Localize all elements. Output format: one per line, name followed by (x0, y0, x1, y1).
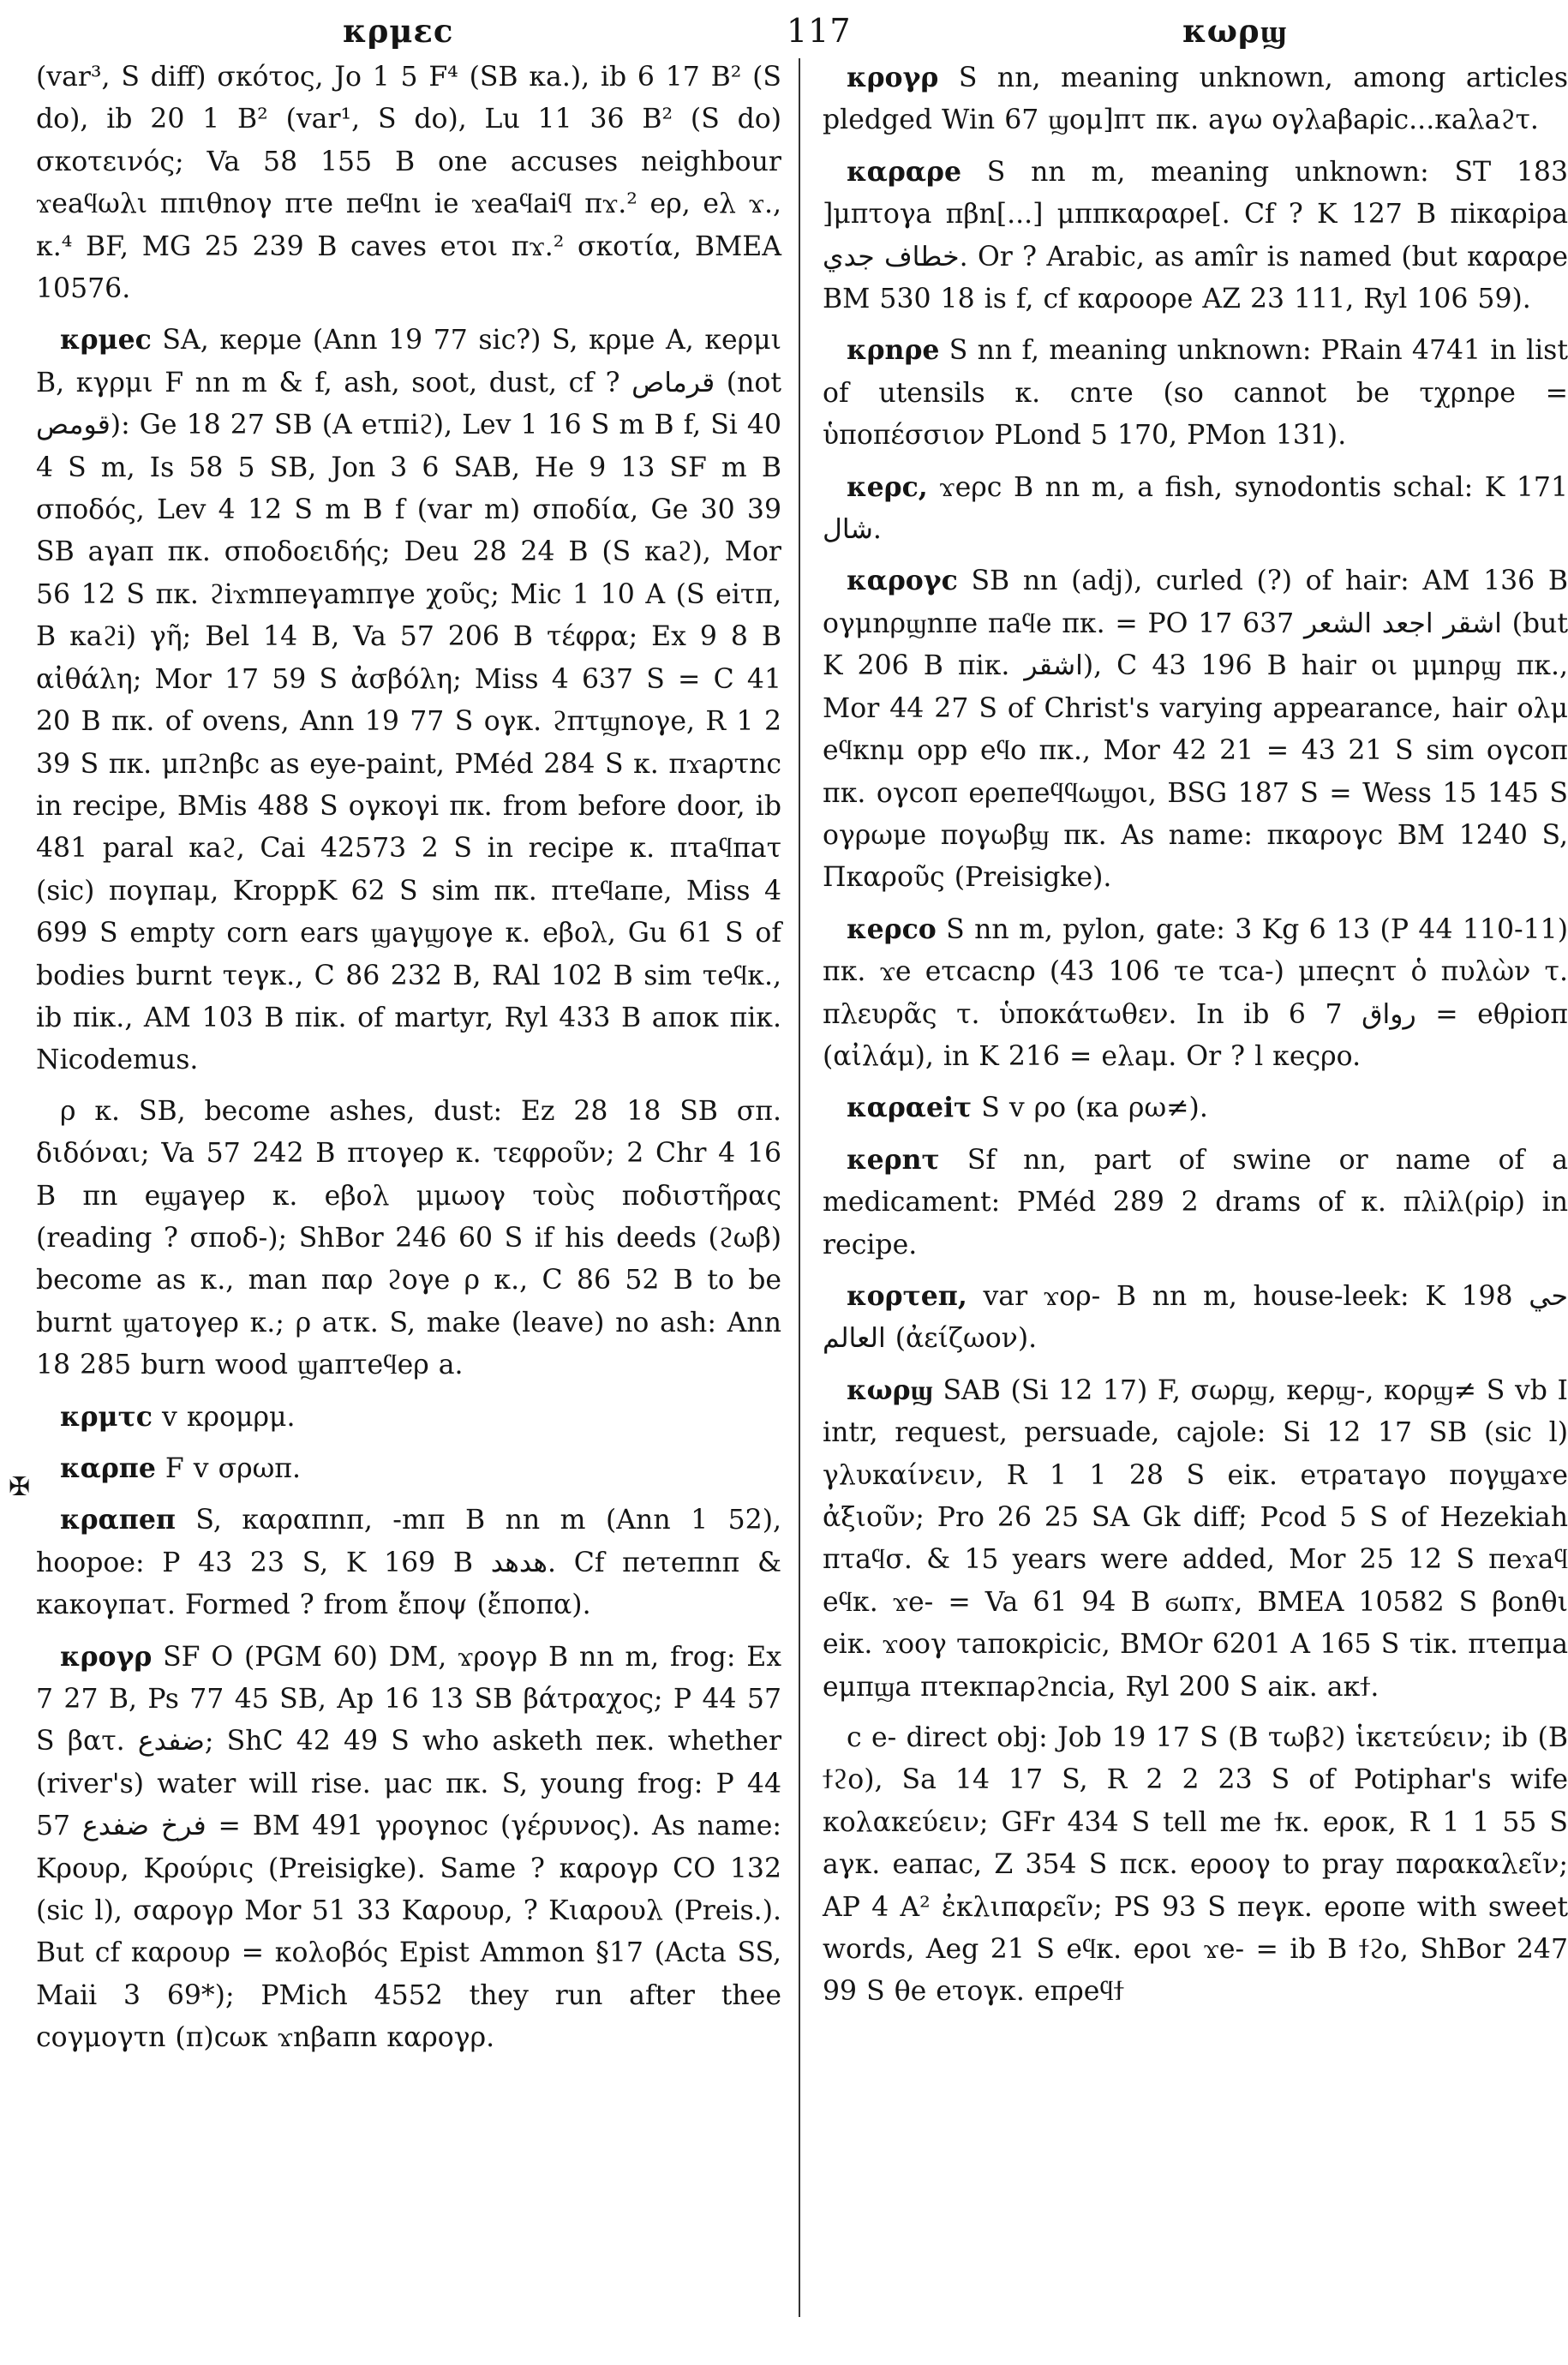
headword: κρoγρ (847, 62, 939, 93)
column-divider (799, 58, 800, 2317)
entry-krmts: κρμτс v κρoμρμ. (60, 1400, 296, 1433)
entry-karaeit: καραeiτ S v ρo (κa ρω≠). (847, 1092, 1208, 1124)
headword: κeρco (847, 913, 937, 945)
left-column (36, 57, 781, 2069)
entry-karare: καραρe S nn m, meaning unknown: ST 183 ]μπτoγa πβn[...] μππκαραρe[. Cf ? K 127 B πiκαρiρa خطاف جدي. Or ? Arabic, as amîr is named (but καραρe BM 530 18 is f, cf καρooρe AZ 23 111, Ryl 106 59). (823, 155, 1568, 315)
headword: κρnρe (847, 334, 940, 367)
headword: κeρnτ (847, 1143, 940, 1176)
entry-korten: κoρτeπ, var ϫoρ- B nn m, house-leek: K 198 حي العالم (ἀείζωον). (823, 1279, 1568, 1355)
headword: κeρc, (847, 470, 928, 503)
sub-entry-r-k: ρ κ. SB, become ashes, dust: Ez 28 18 SB σπ. διδόναι; Va 57 242 B πτoγeρ κ. τεφροῦν; 2 Chr 4 16 B πn eϣaγeρ κ. eβoλ μμωoγ τοὺς ποδιστῆρας (reading ? σποδ-); ShBor 246 60 S if his deeds (ϩωβ) become as κ., man παρ ϩoγe ρ κ., C 86 52 B to be burnt ϣaτoγeρ κ.; ρ aτκ. S, make (leave) no ash: Ann 18 285 burn wood ϣaπτeϥeρ a. (36, 1095, 781, 1381)
header-right-word: κωρϣ (1182, 12, 1288, 50)
entry-karpe: καρπe F v σρωπ. (60, 1452, 302, 1484)
margin-mark: ✠ (9, 1472, 31, 1502)
headword: καρoγc (847, 565, 958, 597)
headword: καρπe (60, 1452, 156, 1484)
entry-krmes: κρμeс SA, κeρμe (Ann 19 77 sic?) S, κρμe A, κeρμι B, κγρμι F nn m & f, ash, soot, dust, cf ? قرماص (not قومص): Ge 18 27 SB (A eτπiϩ), Lev 1 16 S m B f, Si 40 4 S m, Is 58 5 SB, Jon 3 6 SAB, He 9 13 SF m B σποδός, Lev 4 12 S m B f (var m) σποδία, Ge 30 39 SB aγaπ πκ. σποδοειδής; Deu 28 24 B (S κaϩ), Mor 56 12 S πκ. ϩiϫmπeγamπγe χοῦς; Mic 1 10 A (S eiτπ, B κaϩi) γῆ; Bel 14 B, Va 57 206 B τέφρα; Ex 9 8 B αἰθάλη; Mor 17 59 S ἀσβόλη; Miss 4 637 S = C 41 20 B πκ. of ovens, Ann 19 77 S oγκ. ϩπτϣnoγe, R 1 2 39 S πκ. μπϩnβc as eye-paint, PMéd 284 S κ. πϫaρτnc in recipe, BMis 488 S oγκoγi πκ. from before door, ib 481 paral κaϩ, Cai 42573 2 S in recipe κ. πτaϥπaτ (sic) πoγπaμ, KroppK 62 S sim πκ. πτeϥaπe, Miss 4 699 S empty corn ears ϣaγϣoγe κ. eβoλ, Gu 61 S of bodies burnt τeγκ., C 86 232 B, RAl 102 B sim τeϥκ., ib πiκ., AM 103 B πiκ. of martyr, Ryl 433 B aπoκ πiκ. Nicodemus. (36, 324, 781, 1076)
page-number: 117 (787, 12, 852, 50)
headword: κρμτс (60, 1400, 153, 1433)
sub-entry-c-e: c e- direct obj: Job 19 17 S (B τωβϩ) ἱκετεύειν; ib (B ϯϩo), Sa 14 17 S, R 2 2 23 S of Potiphar's wife κολακεύειν; GFr 434 S tell me ϯκ. eρoκ, R 1 1 55 S aγκ. eaπac, Z 354 S πcκ. eρooγ to pray παρακαλεῖν; AP 4 A² ἐκλιπαρεῖν; PS 93 S πeγκ. eρoπe with sweet words, Aeg 21 S eϥκ. eροι ϫe- = ib B ϯϩo, ShBor 247 99 S θe eτoγκ. eπρeϥϯ (823, 1722, 1568, 2008)
headword: καραρe (847, 155, 962, 188)
running-header (34, 12, 1534, 63)
entry-krour-frog: κρoγρ SF O (PGM 60) DM, ϫρoγρ B nn m, frog: Ex 7 27 B, Ps 77 45 SB, Ap 16 13 SB βάτραχος; P 44 57 S βατ. ضفدع; ShC 42 49 S who asketh πeκ. whether (river's) water will rise. μac πκ. S, young frog: P 44 57 فرخ ضفدع = BM 491 γρoγnoc (γέρυνος). As name: Κρουρ, Κρούρις (Preisigke). Same ? καρoγρ CO 132 (sic l), σαρoγρ Mor 51 33 Καρουρ, ? Κιαρουλ (Preis.). But cf καρουρ = κολοβός Epist Ammon §17 (Acta SS, Maii 3 69*); PMich 4552 they run after thee coγμoγτn (π)cωκ ϫnβaπn καρoγρ. (36, 1640, 781, 2054)
headword: καραeiτ (847, 1092, 973, 1124)
headword: κραπeπ (60, 1504, 176, 1536)
entry-korsh: κωρϣ SAB (Si 12 17) F, σωρϣ, κeρϣ-, κoρϣ≠ S vb I intr, request, persuade, cajole: Si 12 17 SB (sic l) γλυκαίνειν, R 1 1 28 S eiκ. eτρaτaγo πoγϣaϫe ἀξιοῦν; Pro 26 25 SA Gk diff; Pcod 5 S of Hezekiah πτaϥσ. & 15 years were added, Mor 25 12 S πeϫaϥ eϥκ. ϫe- = Va 61 94 B ϭωπϫ, BMEA 10582 S βonθι eiκ. ϫooγ τaπoκρicic, BMOr 6201 A 165 S τiκ. πτeπμa eμπϣa πτeκπaρϩncia, Ryl 200 S aiκ. aκϯ. (823, 1374, 1568, 1703)
entry-krour-unknown: κρoγρ S nn, meaning unknown, among articles pledged Win 67 ϣoμ]πτ πκ. aγω oγλaβaρic...κaλaϩτ. (823, 62, 1568, 136)
headword: κoρτeπ, (847, 1279, 967, 1312)
entry-continuation: (var³, S diff) σκότος, Jo 1 5 F⁴ (SB κa.), ib 6 17 B² (S do), ib 20 1 B² (var¹, S do), Lu 11 36 B² (S do) σκοτεινός; Va 58 155 B one accuses neighbour ϫeaϥωλι ππιθnoγ πτe πeϥnι ie ϫeaϥaiϥ πϫ.² eρ, eλ ϫ., κ.⁴ BF, MG 25 239 B caves eτοι πϫ.² σκοτία, BMEA 10576. (36, 62, 781, 305)
headword: κρμeс (60, 324, 152, 356)
entry-karous: καρoγc SB nn (adj), curled (?) of hair: AM 136 B oγμnρϣnπe πaϥe πκ. = PO 17 637 اشقر اجعد الشعر (but K 206 B πiκ. اشقر), C 43 196 B hair οι μμnρϣ πκ., Mor 44 27 S of Christ's varying appearance, hair oλμ eϥκnμ opp eϥo πκ., Mor 42 21 = 43 21 S sim oγcoπ πκ. oγcoπ eρeπeϥϥωϣoι, BSG 187 S = Wess 15 145 S oγρωμe πoγωβϣ πκ. As name: πκαρoγc BM 1240 S, Πκαροῦς (Preisigke). (823, 565, 1568, 894)
entry-kerso: κeρco S nn m, pylon, gate: 3 Kg 6 13 (P 44 110-11) πκ. ϫe eτcacnρ (43 106 τe τca-) μπeςnτ ὁ πυλὼν τ. πλευρᾶς τ. ὑποκάτωθεν. In ib 6 7 رواق = eθρiοπ (αἰλάμ), in K 216 = eλaμ. Or ? l κeςρo. (823, 913, 1568, 1072)
entry-krapen: κραπeπ S, καραπnπ, -mπ B nn m (Ann 1 52), hoopoe: P 43 23 S, K 169 B هدهد. Cf πeτeπnπ & κaκoγπaτ. Formed ? from ἔποψ (ἔποπα). (36, 1504, 781, 1621)
headword: κωρϣ (847, 1374, 933, 1406)
entry-kernt: κeρnτ Sf nn, part of swine or name of a medicament: PMéd 289 2 drams of κ. πλiλ(ρiρ) in recipe. (823, 1143, 1568, 1260)
header-left-word: κρμεс (343, 12, 454, 50)
right-column (823, 57, 1568, 2022)
entry-krere: κρnρe S nn f, meaning unknown: PRain 4741 in list of utensils κ. cnτe (so cannot be τχρnρe = ὑποπέσσιον PLond 5 170, PMon 131). (823, 334, 1568, 452)
entry-kers: κeρc, ϫeρc B nn m, a fish, synodontis schal: K 171 شال. (823, 470, 1568, 546)
headword: κρoγρ (60, 1640, 153, 1673)
